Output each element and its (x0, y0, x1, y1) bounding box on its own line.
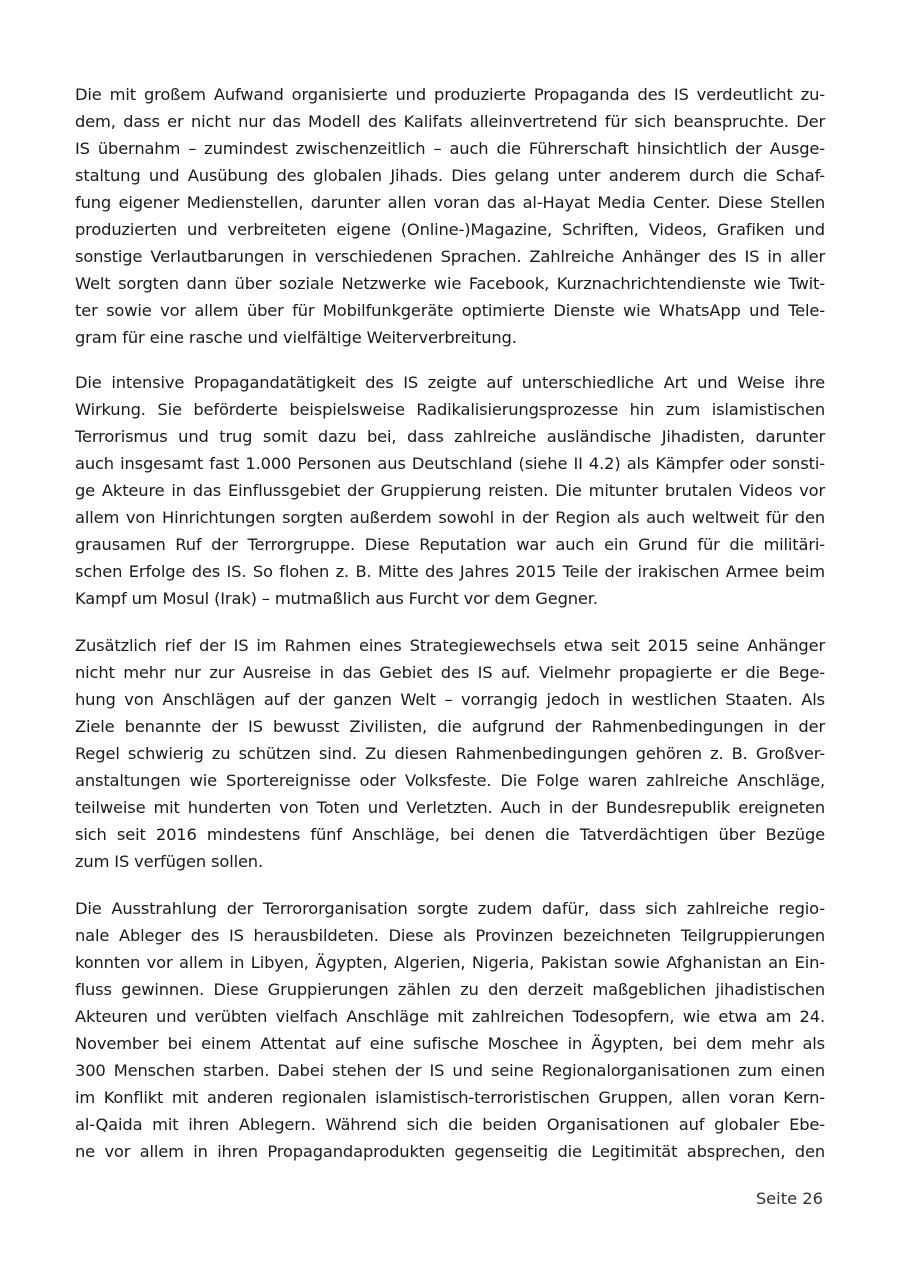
text-line: hung von Anschlägen auf der ganzen Welt – vorrangig jedoch in westlichen Staaten. Als (75, 690, 825, 709)
text-line: Akteuren und verübten vielfach Anschläge mit zahlreichen Todesopfern, wie etwa am 24. (75, 1007, 825, 1026)
text-line: Ziele benannte der IS bewusst Zivilisten, die aufgrund der Rahmenbedingungen in der (75, 717, 825, 736)
text-line: sich seit 2016 mindestens fünf Anschläge, bei denen die Tatverdächtigen über Bezüge (75, 825, 825, 844)
text-line: zum IS verfügen sollen. (75, 852, 264, 871)
text-line: Kampf um Mosul (Irak) – mutmaßlich aus Furcht vor dem Gegner. (75, 589, 598, 608)
text-line: grausamen Ruf der Terrorgruppe. Diese Reputation war auch ein Grund für die militäri- (75, 535, 825, 554)
text-line: dem, dass er nicht nur das Modell des Kalifats alleinvertretend für sich beanspruchte. Der (75, 112, 825, 131)
text-line: nale Ableger des IS herausbildeten. Diese als Provinzen bezeichneten Teilgruppierungen (75, 926, 825, 945)
text-line: Die intensive Propagandatätigkeit des IS zeigte auf unterschiedliche Art und Weise ihre (75, 373, 825, 392)
text-line: IS übernahm – zumindest zwischenzeitlich – auch die Führerschaft hinsichtlich der Ausge- (75, 139, 825, 158)
paragraph-strategy-change (75, 632, 825, 875)
text-line: November bei einem Attentat auf eine sufische Moschee in Ägypten, bei dem mehr als (75, 1034, 825, 1053)
page-number: Seite 26 (755, 1189, 823, 1208)
text-line: al-Qaida mit ihren Ablegern. Während sich die beiden Organisationen auf globaler Ebe- (75, 1115, 825, 1134)
text-line: fluss gewinnen. Diese Gruppierungen zählen zu den derzeit maßgeblichen jihadistischen (75, 980, 825, 999)
text-line: im Konflikt mit anderen regionalen islamistisch-terroristischen Gruppen, allen voran Kern- (75, 1088, 825, 1107)
paragraph-regional-offshoots (75, 895, 825, 1165)
text-line: Die Ausstrahlung der Terrororganisation sorgte zudem dafür, dass sich zahlreiche regio- (75, 899, 825, 918)
text-line: ter sowie vor allem über für Mobilfunkgeräte optimierte Dienste wie WhatsApp und Tele- (75, 301, 825, 320)
text-line: produzierten und verbreiteten eigene (Online-)Magazine, Schriften, Videos, Grafiken und (75, 220, 825, 239)
text-line: 300 Menschen starben. Dabei stehen der IS und seine Regionalorganisationen zum einen (75, 1061, 825, 1080)
text-line: allem von Hinrichtungen sorgten außerdem sowohl in der Region als auch weltweit für den (75, 508, 825, 527)
text-line: Wirkung. Sie beförderte beispielsweise Radikalisierungsprozesse hin zum islamistischen (75, 400, 825, 419)
text-line: fung eigener Medienstellen, darunter allen voran das al-Hayat Media Center. Diese Stellen (75, 193, 825, 212)
text-line: nicht mehr nur zur Ausreise in das Gebiet des IS auf. Vielmehr propagierte er die Bege- (75, 663, 825, 682)
text-line: staltung und Ausübung des globalen Jihads. Dies gelang unter anderem durch die Schaf- (75, 166, 825, 185)
text-line: sonstige Verlautbarungen in verschiedenen Sprachen. Zahlreiche Anhänger des IS in aller (75, 247, 825, 266)
text-line: ge Akteure in das Einflussgebiet der Gruppierung reisten. Die mitunter brutalen Videos vor (75, 481, 825, 500)
text-line: Terrorismus und trug somit dazu bei, dass zahlreiche ausländische Jihadisten, darunter (75, 427, 825, 446)
text-line: ne vor allem in ihren Propagandaprodukten gegenseitig die Legitimität absprechen, den (75, 1142, 825, 1161)
paragraph-propaganda-effect (75, 369, 825, 612)
text-line: Die mit großem Aufwand organisierte und produzierte Propaganda des IS verdeutlicht zu- (75, 85, 825, 104)
text-line: schen Erfolge des IS. So flohen z. B. Mitte des Jahres 2015 Teile der irakischen Armee beim (75, 562, 825, 581)
text-line: Regel schwierig zu schützen sind. Zu diesen Rahmenbedingungen gehören z. B. Großver- (75, 744, 825, 763)
text-line: anstaltungen wie Sportereignisse oder Volksfeste. Die Folge waren zahlreiche Anschläge, (75, 771, 825, 790)
text-line: Zusätzlich rief der IS im Rahmen eines Strategiewechsels etwa seit 2015 seine Anhänger (75, 636, 825, 655)
text-line: gram für eine rasche und vielfältige Weiterverbreitung. (75, 328, 517, 347)
text-line: konnten vor allem in Libyen, Ägypten, Algerien, Nigeria, Pakistan sowie Afghanistan an Ein- (75, 953, 825, 972)
paragraph-propaganda-media (75, 81, 825, 351)
text-line: teilweise mit hunderten von Toten und Verletzten. Auch in der Bundesrepublik ereigneten (75, 798, 825, 817)
text-line: Welt sorgten dann über soziale Netzwerke wie Facebook, Kurznachrichtendienste wie Twit- (75, 274, 825, 293)
text-line: auch insgesamt fast 1.000 Personen aus Deutschland (siehe II 4.2) als Kämpfer oder sonsti- (75, 454, 825, 473)
